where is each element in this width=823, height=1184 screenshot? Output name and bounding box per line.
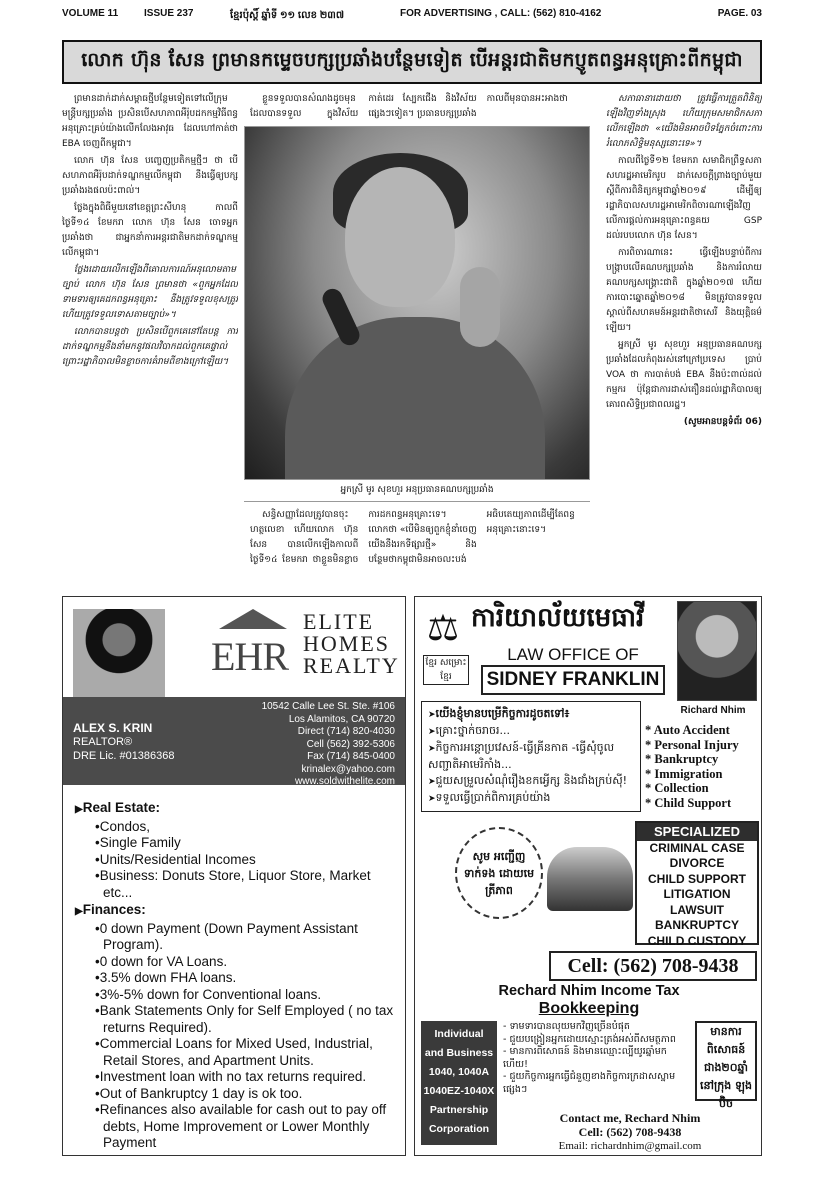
service-item: * Auto Accident xyxy=(645,723,759,738)
agent-info xyxy=(73,721,175,763)
realty-name-line: REALTY xyxy=(303,653,400,678)
photo-caption: អ្នកស្រី មូរ សុខហួរ អនុប្រធានគណបក្សប្រឆាំង xyxy=(244,484,590,502)
cell-phone: Cell (562) 392-5306 xyxy=(306,738,395,750)
headline-box xyxy=(62,40,762,84)
law-office-title: LAW OFFICE OF xyxy=(507,645,639,664)
tax-service-item: - ទាមទារបានលុយមកវិញច្រើនបំផុត xyxy=(503,1021,689,1034)
khmer-badge: ខ្មែរ សម្រោះខ្មែរ xyxy=(423,655,469,685)
specialty-item: LAWSUIT xyxy=(670,902,724,917)
house-roof-icon xyxy=(219,609,287,629)
service-item: • Business: Donuts Store, Liquor Store, Market etc... xyxy=(75,868,401,901)
service-item: • Single Family xyxy=(75,835,401,852)
agent-contact xyxy=(243,701,395,789)
service-item: ➤ កិច្ចការអន្តោប្រវេសន៍-ធ្វើគ្រីនកាត -ធ្វើសុំចូលសញ្ជាតិអាមេរិកាំង... xyxy=(428,740,634,773)
agent-photo xyxy=(73,609,165,697)
logo-letters: EHR xyxy=(211,634,288,679)
agent-name: ALEX S. KRIN xyxy=(73,721,153,735)
article-photo xyxy=(244,126,590,480)
section-heading: ▶ Real Estate: xyxy=(75,800,401,819)
tax-email[interactable]: Email: richardnhim@gmail.com xyxy=(558,1140,702,1152)
service-item: • Units/Residential Incomes xyxy=(75,852,401,869)
page-number: PAGE. 03 xyxy=(717,8,762,19)
service-item: • 3.5% down FHA loans. xyxy=(75,970,401,987)
address-line: 10542 Calle Lee St. Ste. #106 xyxy=(261,701,395,712)
tax-form-line: 1040, 1040A xyxy=(428,1066,490,1078)
issue-label: ISSUE 237 xyxy=(144,8,194,19)
law-cell-phone: Cell: (562) 708-9438 xyxy=(549,951,757,981)
specialized-header: SPECIALIZED xyxy=(637,823,757,841)
service-item: * Collection xyxy=(645,781,759,796)
service-item: • Condos, xyxy=(75,819,401,836)
realty-ad xyxy=(62,596,406,1156)
article-paragraph: អ្នកស្រី មូរ សុខហួរ អនុប្រធានគណបក្សប្រឆាំងដែលកំពុងរស់នៅក្រៅប្រទេស ប្រាប់ VOA ថា ការបាត់បង់ EBA នឹងប៉ះពាល់ដល់កម្មករ ប៉ុន្តែជាការដាស់តឿនដល់រដ្ឋាភិបាលឲ្យគោរពសិទ្ធិប្រជាពលរដ្ឋ។ xyxy=(606,340,762,410)
welcome-burst: សូម អញ្ជើញ ទាក់ទង ដោយមេត្រីភាព xyxy=(455,827,543,919)
service-item: * Immigration xyxy=(645,767,759,782)
article-column-2-top xyxy=(250,92,595,124)
volume-label: VOLUME 11 xyxy=(62,8,119,19)
tax-services-list xyxy=(503,1021,689,1096)
agent-title: REALTOR® xyxy=(73,736,133,748)
article-paragraph: លោក ហ៊ុន សែន បញ្ចេញប្រតិកម្មថ្មីៗ ថា បើសហភាពអឺរ៉ុបដាក់ទណ្ឌកម្មលើកម្ពុជា នឹងធ្វើឲ្យបក្សប្រឆាំងរងផលប៉ះពាល់។ xyxy=(62,156,238,196)
microphone-icon xyxy=(319,286,362,349)
service-item: * Personal Injury xyxy=(645,738,759,753)
fax-number: Fax (714) 845-0400 xyxy=(307,751,395,762)
service-item: • 0 down for VA Loans. xyxy=(75,954,401,971)
tax-ad-title xyxy=(421,983,757,1017)
page-header xyxy=(62,8,762,24)
specialized-box xyxy=(635,821,759,948)
article-paragraph: ខ្លួនទទួលបានសំណងដូចមុន ដែលបានទទួល ក្នុងវិស័យកាត់ដេរ ស្បែកជើង និងវិស័យផ្សេងៗទៀត។ ប្រធានបក្សប្រឆាំងកាលពីមុនបានអះអាងថា xyxy=(250,94,568,119)
law-office-name: SIDNEY FRANKLIN xyxy=(481,665,665,695)
article-paragraph: សភាធានាដោយថា ត្រូវធ្វើការត្រួតពិនិត្យឡើងវិញទាំងស្រុង ហើយក្រុមសមាជិកសភាលើកឡើងថា «យើងមិនអាចបិទភ្នែកចំពោះការរំលោភសិទ្ធិមនុស្សនោះទេ»។ xyxy=(606,94,762,149)
tax-contact xyxy=(503,1111,757,1153)
tax-title: Rechard Nhim Income Tax xyxy=(498,983,680,999)
lawyer-photo xyxy=(677,601,757,701)
specialty-item: DIVORCE xyxy=(669,856,725,870)
article-headline: លោក ហ៊ុន សែន ព្រមានកម្ទេចបក្សប្រឆាំងបន្ថែមទៀត បើអន្តរជាតិមកប្ញូតពន្ធអនុគ្រោះពីកម្ពុជា xyxy=(81,49,743,71)
service-item: • 0 down Payment (Down Payment Assistant Program). xyxy=(75,921,401,954)
service-item: * Bankruptcy xyxy=(645,752,759,767)
article-column-4 xyxy=(606,92,762,602)
service-item: ➤ គ្រោះថ្នាក់ចរាចរ... xyxy=(428,723,634,740)
services-intro: ➤ យើងខ្ញុំមានបម្រើកិច្ចការដូចតទៅ៖ xyxy=(428,706,634,723)
tax-form-line: and Business xyxy=(424,1047,494,1059)
service-item: * Child Support xyxy=(645,796,759,811)
service-item: ➤ ជួយសម្រួលសំណុំរឿងខកអ្វើក្ស និងជាំងក្រប់ស៊ី! xyxy=(428,773,634,790)
service-item: • Investment loan with no tax returns required. xyxy=(75,1069,401,1086)
service-item: • Commercial Loans for Mixed Used, Industrial, Retail Stores, and Apartment Units. xyxy=(75,1036,401,1069)
address-line: Los Alamitos, CA 90720 xyxy=(288,713,395,725)
service-item: ➤ ទទួលធ្វើប្រាក់ពិការគ្រប់យ៉ាង xyxy=(428,790,634,807)
website-link[interactable]: www.soldwithelite.com xyxy=(294,776,395,787)
realty-name-line: ELITE xyxy=(303,609,375,634)
article-paragraph: ព្រមានដាក់ដាក់សម្ពាធថ្មីបន្ថែមទៀតទៅលើក្រុមមន្ត្រីបក្សប្រឆាំង ប្រសិនបើសហភាពអឺរ៉ុបដកកម្មវិធីពន្ធអនុគ្រោះគ្រប់យ៉ាងលើកលែងអាវុធ ដែលហៅកាត់ថា EBA ចេញពីកម្ពុជា។ xyxy=(62,94,238,149)
law-office-ad xyxy=(414,596,762,1156)
specialty-item: LITIGATION xyxy=(663,887,731,901)
tax-cell: Cell: (562) 708-9438 xyxy=(578,1125,682,1139)
khmer-issue-label: ខ្មែរប៉ុស្តិ៍ ឆ្នាំទី ១១ លេខ ២៣៧ xyxy=(230,10,345,21)
agent-license: DRE Lic. #01386368 xyxy=(73,750,175,762)
article-paragraph: សន្ធិសញ្ញាដែលត្រូវបានចុះហត្ថលេខា ហើយលោក ហ៊ុន សែន បានលើកឡើងកាលពីថ្ងៃទី១៤ ខែមករា ថាខ្លួនមិនខ្លាចការដកពន្ធអនុគ្រោះទេ។ លោកថា «បើមិនឲ្យពួកខ្ញុំនាំចេញ យើងនឹងរកទីផ្សារថ្មី» និងបន្ថែមថាកម្ពុជាមិនអាចលះបង់អធិបតេយ្យភាពដើម្បីតែពន្ធអនុគ្រោះនោះទេ។ xyxy=(250,510,575,565)
article-column-2-bottom xyxy=(250,508,595,602)
service-item: • Refinances also available for cash out to pay off debts, Home Improvement or Lower Monthly Payment xyxy=(75,1102,401,1152)
tax-forms-box xyxy=(421,1021,497,1145)
tax-service-item: - ជួយកិច្ចការអ្នកធ្វើជំនួញខាងកិច្ចការក្រដាសស្នាមផ្សេងៗ xyxy=(503,1071,689,1096)
tax-form-line: Corporation xyxy=(428,1123,490,1135)
tax-contact-name: Contact me, Rechard Nhim xyxy=(559,1111,701,1125)
ehr-logo xyxy=(211,609,291,681)
specialty-item: CRIMINAL CASE xyxy=(649,840,745,855)
tax-form-line: Partnership xyxy=(429,1104,489,1116)
direct-phone: Direct (714) 820-4030 xyxy=(297,726,395,737)
scales-of-justice-icon: ⚖ xyxy=(426,608,460,649)
experience-badge: មានការ ពិសោធន៍ ជាង២០ឆ្នាំ នៅក្រុង ឡុងប៊ិច xyxy=(695,1021,757,1101)
advertising-contact: FOR ADVERTISING , CALL: (562) 810-4162 xyxy=(400,8,602,19)
article-paragraph: លោកបានបន្តថា ប្រសិនបើពួកគេនៅតែបន្ត ការដាក់ទណ្ឌកម្មនឹងនាំមកនូវផលវិបាកដល់ពួកគេផ្ទាល់ ព្រោះរដ្ឋាភិបាលមិនខ្លាចការគំរាមពីខាងក្រៅឡើយ។ xyxy=(62,327,238,367)
article-paragraph: កាលពីថ្ងៃទី១២ ខែមករា សមាជិកព្រឹទ្ធសភាសហរដ្ឋអាមេរិករូប ដាក់សេចក្ដីព្រាងច្បាប់មួយស្ដីពីការពិនិត្យកម្ពុជាឆ្នាំ២០១៩ ដើម្បីឲ្យរដ្ឋាភិបាលសហរដ្ឋអាមេរិកពិចារណាឡើងវិញលើការផ្ដល់ការអនុគ្រោះពន្ធគយ GSP ដល់របបលោក ហ៊ុន សែន។ xyxy=(606,156,762,241)
article-paragraph: ថ្លែងក្នុងពិធីមួយនៅខេត្តព្រះសីហនុ កាលពីថ្ងៃទី១៤ ខែមករា លោក ហ៊ុន សែន ចោទអ្នកប្រឆាំងថា ជាអ្នកនាំការអន្តរជាតិមកដាក់ទណ្ឌកម្មលើកម្ពុជា។ xyxy=(62,203,238,258)
law-office-khmer-title: ការិយាល័យមេធាវី xyxy=(471,603,645,633)
article-paragraph: ថ្លែងដោយលើកឡើងពីគោលការណ៍អនុលោមតាមច្បាប់ លោក ហ៊ុន សែន ព្រមានថា «ពួកអ្នកដែលទាមទារឲ្យគេដកពន្ធអនុគ្រោះ នឹងត្រូវទទួលខុសត្រូវ ហើយត្រូវទទួលទោសតាមច្បាប់»។ xyxy=(62,265,238,320)
khmer-services-list xyxy=(421,701,641,812)
article-paragraph: ការពិចារណានេះ ធ្វើឡើងបន្ទាប់ពីការបង្ក្រាបលើគណបក្សប្រឆាំង និងការរំលាយគណបក្សសង្គ្រោះជាតិ ក្នុងឆ្នាំ២០១៧ ហើយការបោះឆ្នោតឆ្នាំ២០១៨ មិនត្រូវបានទទួលស្គាល់ពីសហគមន៍អន្តរជាតិថាសេរី និងយុត្តិធម៌ឡើយ។ xyxy=(606,248,762,333)
specialty-item: BANKRUPTCY xyxy=(655,918,739,932)
continue-notice: (សូមអានបន្តទំព័រ 06) xyxy=(683,417,762,427)
service-item: • Out of Bankruptcy 1 day is ok too. xyxy=(75,1086,401,1103)
specialty-item: CHILD SUPPORT xyxy=(647,871,746,886)
section-heading: ▶ Finances: xyxy=(75,902,401,921)
realty-name xyxy=(303,611,403,677)
service-item: • Bank Statements Only for Self Employed ( no tax returns Required). xyxy=(75,1003,401,1036)
tax-service-item: - ជួយបង្រៀនអ្នកដោយស្មោះត្រង់អស់ពីសមត្ថភាព xyxy=(503,1034,689,1047)
car-accident-image xyxy=(547,847,633,911)
service-item: • 3%-5% down for Conventional loans. xyxy=(75,987,401,1004)
lawyer-name: Richard Nhim xyxy=(680,705,746,716)
article-column-1 xyxy=(62,92,238,602)
realty-name-line: HOMES xyxy=(303,631,391,656)
tax-service-item: - មានការពិសោធន៍ និងមានឈ្មោះល្បីយូរឆ្នាំមកហើយ! xyxy=(503,1046,689,1071)
tax-form-line: Individual xyxy=(434,1028,484,1040)
email-link[interactable]: krinalex@yahoo.com xyxy=(301,763,395,775)
realty-services xyxy=(75,799,401,1152)
english-services-list xyxy=(645,723,759,810)
tax-subtitle: Bookkeeping xyxy=(538,1000,640,1017)
tax-form-line: 1040EZ-1040X xyxy=(423,1085,495,1097)
specialty-item: CHILD CUSTODY xyxy=(647,933,747,948)
